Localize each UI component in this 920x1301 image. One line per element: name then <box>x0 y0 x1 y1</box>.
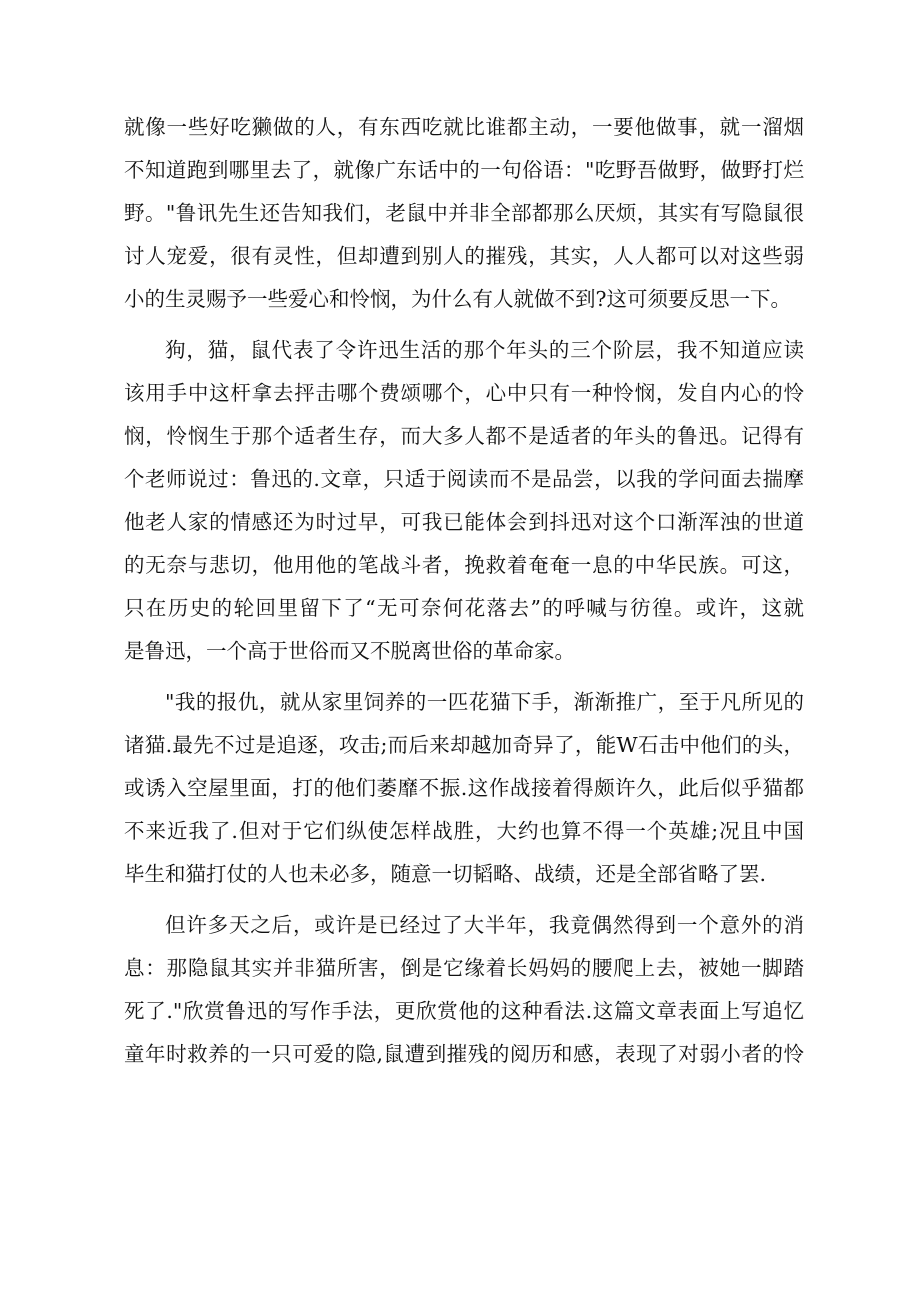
paragraph-3 <box>124 681 804 896</box>
text-line: 不知道跑到哪里去了，就像广东话中的一句俗语："吃野吾做野，做野打烂 <box>124 158 804 182</box>
text-line: 该用手中这杆拿去抨击哪个费颂哪个，心中只有一种怜悯，发自内心的怜 <box>124 381 804 405</box>
paragraph-2 <box>124 329 804 673</box>
paragraph-gap <box>124 896 804 904</box>
paragraph-gap <box>124 673 804 681</box>
text-line: 野。"鲁讯先生还告知我们，老鼠中并非全部都那么厌烦，其实有写隐鼠很 <box>124 201 804 225</box>
text-line: 童年时救养的一只可爱的隐,鼠遭到摧残的阅历和感，表现了对弱小者的怜 <box>124 1042 804 1066</box>
paragraph-gap <box>124 321 804 329</box>
text-line: 不来近我了.但对于它们纵使怎样战胜，大约也算不得一个英雄;况且中国 <box>124 819 804 843</box>
text-line: 小的生灵赐予一些爱心和怜悯，为什么有人就做不到?这可须要反思一下。 <box>124 287 791 311</box>
text-line: 或诱入空屋里面，打的他们萎靡不振.这作战接着得颇许久，此后似乎猫都 <box>124 776 804 800</box>
text-line: 死了."欣赏鲁迅的写作手法，更欣赏他的这种看法.这篇文章表面上写追忆 <box>124 999 804 1023</box>
text-line: 狗，猫，鼠代表了令许迅生活的那个年头的三个阶层，我不知道应读 <box>165 338 804 362</box>
text-line: 的无奈与悲切，他用他的笔战斗者，挽救着奄奄一息的中华民族。可这， <box>124 553 804 577</box>
text-line: 诸猫.最先不过是追逐，攻击;而后来却越加奇异了，能W石击中他们的头， <box>124 733 804 757</box>
text-line: 只在历史的轮回里留下了“无可奈何花落去”的呼喊与彷徨。或许，这就 <box>124 596 804 620</box>
text-line: 毕生和猫打仗的人也未必多，随意一切韬略、战绩，还是全部省略了罢. <box>124 862 767 886</box>
text-line: 悯，怜悯生于那个适者生存，而大多人都不是适者的年头的鲁迅。记得有 <box>124 424 804 448</box>
text-line: "我的报仇，就从家里饲养的一匹花猫下手，渐渐推广，至于凡所见的 <box>165 690 804 714</box>
text-line: 讨人宠爱，很有灵性，但却遭到别人的摧残，其实，人人都可以对这些弱 <box>124 244 804 268</box>
text-line: 是鲁迅，一个高于世俗而又不脱离世俗的革命家。 <box>124 639 575 663</box>
text-line: 就像一些好吃獭做的人，有东西吃就比谁都主动，一要他做事，就一溜烟 <box>124 115 804 139</box>
text-line: 息：那隐鼠其实并非猫所害，倒是它缘着长妈妈的腰爬上去，被她一脚踏 <box>124 956 804 980</box>
document-body <box>124 106 804 1076</box>
text-line: 他老人家的情感还为时过早，可我已能体会到抖迅对这个口渐浑浊的世道 <box>124 510 804 534</box>
paragraph-4 <box>124 904 804 1076</box>
text-line: 但许多天之后，或许是已经过了大半年，我竟偶然得到一个意外的消 <box>165 913 804 937</box>
text-line: 个老师说过：鲁迅的.文章，只适于阅读而不是品尝，以我的学问面去揣摩 <box>124 467 804 491</box>
paragraph-1 <box>124 106 804 321</box>
